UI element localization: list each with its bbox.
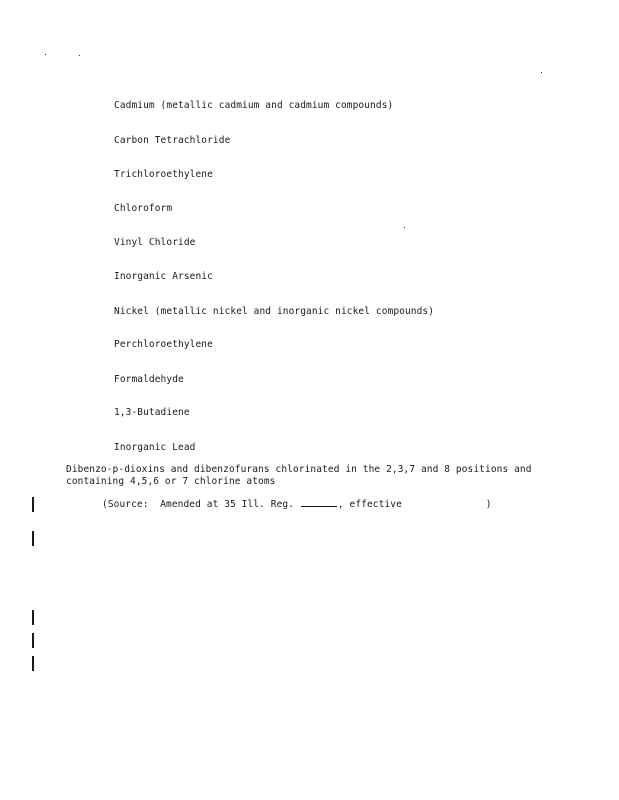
list-item-trichloroethylene: Trichloroethylene (114, 169, 213, 180)
change-bar (32, 531, 34, 546)
list-item-chloroform: Chloroform (114, 203, 173, 214)
change-bar (32, 497, 34, 512)
list-item-cadmium: Cadmium (metallic cadmium and cadmium compounds) (114, 100, 394, 111)
list-item-formaldehyde: Formaldehyde (114, 374, 184, 385)
scan-speck (404, 227, 405, 228)
list-item-carbon-tetrachloride: Carbon Tetrachloride (114, 135, 231, 146)
list-item-perchloroethylene: Perchloroethylene (114, 339, 213, 350)
list-item-inorganic-lead: Inorganic Lead (114, 442, 196, 453)
list-item-vinyl-chloride: Vinyl Chloride (114, 237, 196, 248)
change-bar (32, 610, 34, 625)
list-item-butadiene: 1,3-Butadiene (114, 407, 190, 418)
change-bar (32, 633, 34, 648)
source-prefix: (Source: Amended at 35 Ill. Reg. (102, 499, 300, 510)
source-note (102, 498, 492, 511)
source-middle: , effective (337, 499, 408, 510)
list-item-nickel: Nickel (metallic nickel and inorganic nickel compounds) (114, 306, 435, 317)
scan-speck (79, 55, 80, 56)
list-item-inorganic-arsenic: Inorganic Arsenic (114, 271, 213, 282)
scan-speck (45, 54, 46, 55)
change-bar (32, 656, 34, 671)
scan-speck (541, 72, 542, 73)
dioxins-paragraph: Dibenzo-p-dioxins and dibenzofurans chlorinated in the 2,3,7 and 8 positions and containing 4,5,6 or 7 chlorine atoms (66, 464, 538, 487)
source-suffix: ) (485, 499, 492, 510)
blank-line (301, 498, 337, 507)
